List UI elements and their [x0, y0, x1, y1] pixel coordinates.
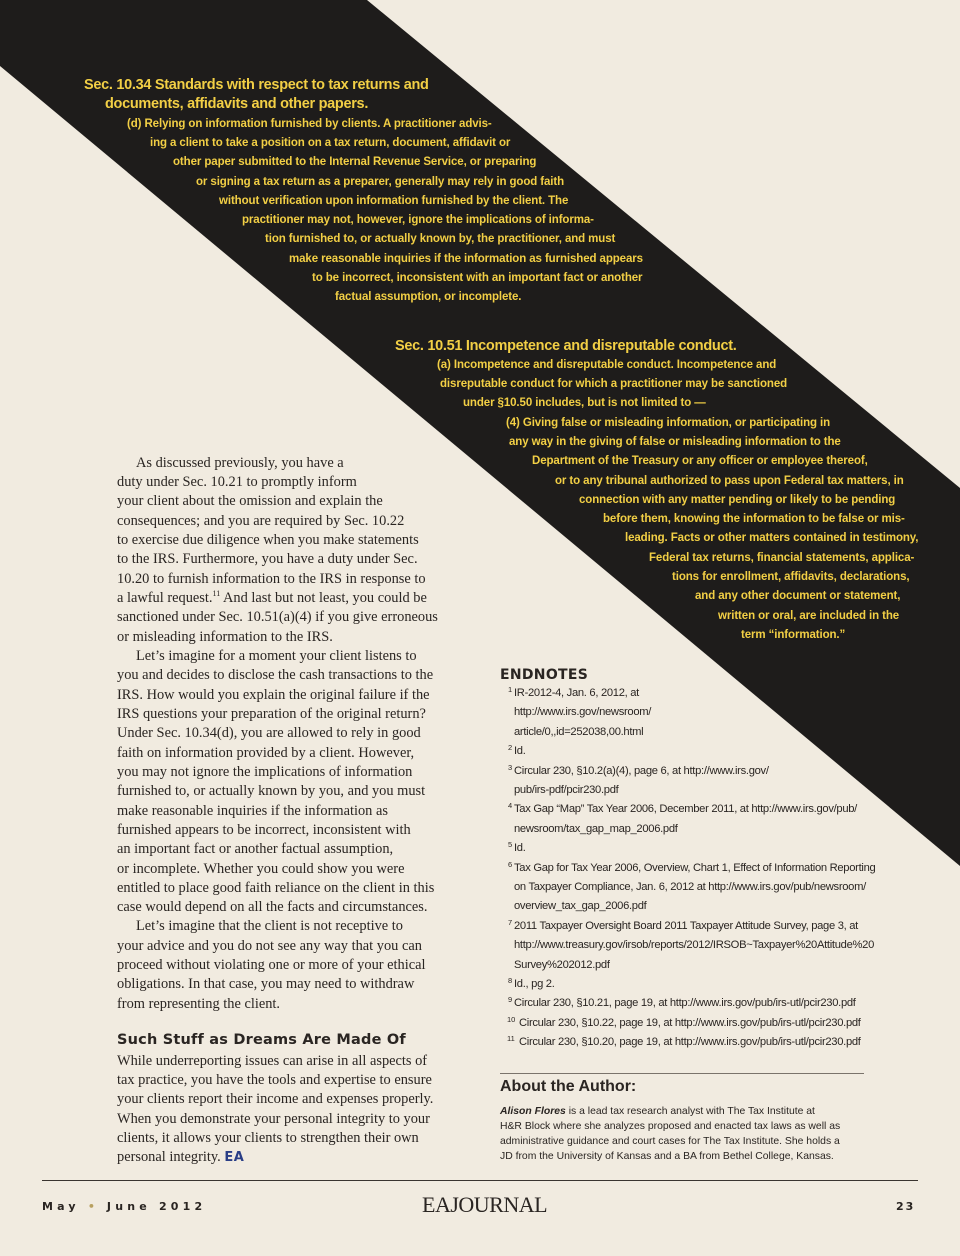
body-text-line: or incomplete. Whether you could show you were: [117, 861, 405, 877]
ea-end-mark: EA: [224, 1150, 245, 1165]
endnote-number: 1: [508, 685, 513, 694]
endnote-text-line: on Taxpayer Compliance, Jan. 6, 2012 at http://www.irs.gov/pub/newsroom/: [514, 881, 866, 893]
endnote-number: 2: [508, 743, 513, 753]
body-text-line: Let’s imagine for a moment your client listens to: [136, 648, 417, 664]
sec-10-51-line: leading. Facts or other matters contained in testimony,: [625, 532, 919, 544]
author-name: Alison Flores: [500, 1106, 566, 1117]
sec-10-51-line: any way in the giving of false or misleading information to the: [509, 436, 841, 448]
page-number: 23: [896, 1200, 916, 1213]
body-text-line: or misleading information to the IRS.: [117, 629, 333, 645]
body-text-line: consequences; and you are required by Sec. 10.22: [117, 513, 405, 529]
sec-10-51-line: under §10.50 includes, but is not limited to —: [463, 397, 706, 409]
endnote-text-line: Circular 230, §10.20, page 19, at http://www.irs.gov/pub/irs-utl/pcir230.pdf: [519, 1036, 861, 1049]
body-text-line: As discussed previously, you have a: [136, 455, 344, 471]
sec-10-34-line: factual assumption, or incomplete.: [335, 291, 522, 303]
body-text-fragment: a lawful request.: [117, 590, 213, 606]
endnote-text-line: Circular 230, §10.21, page 19, at http://www.irs.gov/pub/irs-utl/pcir230.pdf: [514, 997, 856, 1010]
sec-10-34-line: without verification upon information furnished by the client. The: [219, 195, 569, 207]
issue-date: [42, 1200, 206, 1213]
author-bio-fragment: is a lead tax research analyst with The Tax Institute at: [565, 1106, 815, 1117]
endnote-text-line: http://www.irs.gov/newsroom/: [514, 706, 652, 719]
endnote-text-line: Survey%202012.pdf: [514, 958, 610, 971]
endnote-text-line: 2011 Taxpayer Oversight Board 2011 Taxpayer Attitude Survey, page 3, at: [514, 919, 858, 932]
sec-10-51-line: before them, knowing the information to be false or mis-: [603, 513, 905, 525]
endnote-text-line: Id., pg 2.: [514, 978, 555, 990]
sec-10-34-title: Sec. 10.34 Standards with respect to tax returns and: [84, 77, 429, 93]
sec-10-51-line: Department of the Treasury or any officer or employee thereof,: [532, 455, 868, 467]
sec-10-34-line: practitioner may not, however, ignore the implications of informa-: [242, 214, 594, 226]
sec-10-34-line: make reasonable inquiries if the information as furnished appears: [289, 253, 643, 265]
body-text-line: Under Sec. 10.34(d), you are allowed to rely in good: [117, 725, 421, 741]
sec-10-51-line: (4) Giving false or misleading information, or participating in: [506, 417, 831, 429]
endnote-text-line: pub/irs-pdf/pcir230.pdf: [514, 784, 619, 796]
body-text-line: make reasonable inquiries if the information as: [117, 803, 388, 819]
body-text-line: sanctioned under Sec. 10.51(a)(4) if you give erroneous: [117, 609, 438, 625]
body-text-line: you may not ignore the implications of information: [117, 764, 413, 780]
date-separator: •: [87, 1200, 99, 1213]
endnote-text-line: overview_tax_gap_2006.pdf: [514, 900, 647, 913]
body-text-line: your clients report their income and expenses properly.: [117, 1091, 434, 1107]
sec-10-51-line: tions for enrollment, affidavits, declarations,: [672, 571, 910, 583]
endnote-number: 6: [508, 859, 513, 869]
endnote-text-line: Circular 230, §10.2(a)(4), page 6, at http://www.irs.gov/: [514, 764, 769, 777]
endnote-number: 4: [508, 801, 513, 811]
body-text-line: obligations. In that case, you may need to withdraw: [117, 976, 415, 992]
body-text-line: While underreporting issues can arise in all aspects of: [117, 1053, 428, 1069]
body-text-line: proceed without violating one or more of your ethical: [117, 957, 426, 973]
sec-10-34-title-cont: documents, affidavits and other papers.: [105, 96, 369, 112]
body-text-line: duty under Sec. 10.21 to promptly inform: [117, 474, 357, 490]
body-text-line: IRS. How would you explain the original failure if the: [117, 687, 430, 703]
sec-10-51-line: (a) Incompetence and disreputable conduct. Incompetence and: [437, 359, 777, 371]
sec-10-34-line: or signing a tax return as a preparer, generally may rely in good faith: [196, 176, 565, 188]
endnote-text-line: Tax Gap for Tax Year 2006, Overview, Chart 1, Effect of Information Reporting: [514, 861, 876, 874]
body-text-line: When you demonstrate your personal integrity to your: [117, 1111, 430, 1127]
sec-10-51-title: Sec. 10.51 Incompetence and disreputable conduct.: [395, 338, 737, 354]
body-text-line: from representing the client.: [117, 996, 281, 1012]
author-bio-line: JD from the University of Kansas and a BA from Bethel College, Kansas.: [500, 1151, 834, 1162]
author-divider: [500, 1073, 864, 1074]
endnote-text-line: newsroom/tax_gap_map_2006.pdf: [514, 822, 678, 835]
endnotes-title: ENDNOTES: [500, 667, 589, 683]
body-text-line: you and decides to disclose the cash transactions to the: [117, 667, 434, 683]
section-heading: Such Stuff as Dreams Are Made Of: [117, 1032, 406, 1048]
body-text-line: clients, it allows your clients to strengthen their own: [117, 1130, 419, 1146]
endnote-number: 8: [508, 976, 513, 985]
body-text-line: to exercise due diligence when you make statements: [117, 532, 419, 548]
endnote-text-line: Tax Gap “Map” Tax Year 2006, December 2011, at http://www.irs.gov/pub/: [514, 803, 857, 816]
author-bio-line: H&R Block where she analyzes proposed and enacted tax laws as well as: [500, 1121, 841, 1132]
sec-10-34-line: tion furnished to, or actually known by, the practitioner, and must: [265, 233, 616, 245]
sec-10-51-line: Federal tax returns, financial statements, applica-: [649, 552, 915, 564]
ea-journal-logo: EAJOURNAL: [422, 1192, 548, 1217]
body-text-line: 10.20 to furnish information to the IRS in response to: [117, 571, 426, 587]
sec-10-34-line: other paper submitted to the Internal Revenue Service, or preparing: [173, 156, 537, 168]
sec-10-51-line: written or oral, are included in the: [718, 610, 900, 622]
sec-10-34-line: ing a client to take a position on a tax return, document, affidavit or: [150, 137, 511, 149]
footer-divider: [42, 1180, 918, 1181]
body-text-line: tax practice, you have the tools and expertise to ensure: [117, 1072, 432, 1088]
body-text-line: furnished appears to be incorrect, inconsistent with: [117, 822, 411, 838]
issue-month-1: May: [42, 1200, 80, 1213]
body-text-line: to the IRS. Furthermore, you have a duty under Sec.: [117, 551, 418, 567]
endnote-number: 7: [508, 917, 513, 927]
endnote-number: 9: [508, 995, 513, 1005]
author-bio-line: administrative guidance and court cases for The Tax Institute. She holds a: [500, 1136, 840, 1147]
sec-10-34-line: (d) Relying on information furnished by clients. A practitioner advis-: [127, 118, 492, 130]
endnote-ref: 11: [212, 589, 221, 599]
endnote-text-line: IR-2012-4, Jan. 6, 2012, at: [514, 687, 639, 699]
body-text-line: an important fact or another factual assumption,: [117, 841, 394, 857]
body-text-line: furnished to, or actually known by you, and you must: [117, 783, 426, 799]
body-text-line: your client about the omission and explain the: [117, 493, 383, 509]
sec-10-51-line: or to any tribunal authorized to pass upon Federal tax matters, in: [555, 475, 904, 487]
issue-month-2: June 2012: [106, 1200, 207, 1213]
body-text-line: Let’s imagine that the client is not receptive to: [136, 918, 403, 934]
sec-10-34-line: to be incorrect, inconsistent with an important fact or another: [312, 272, 643, 284]
endnote-number: 11: [507, 1034, 515, 1044]
author-title: About the Author:: [500, 1078, 637, 1095]
endnote-number: 10: [507, 1014, 516, 1024]
endnote-text-line: article/0,,id=252038,00.html: [514, 725, 644, 738]
body-text-fragment: personal integrity.: [117, 1149, 221, 1165]
body-text-line: [117, 591, 427, 605]
body-text-line: entitled to place good faith reliance on the client in this: [117, 880, 435, 896]
endnote-text-line: http://www.treasury.gov/irsob/reports/2012/IRSOB~Taxpayer%20Attitude%20: [514, 939, 874, 952]
endnote-number: 5: [508, 840, 513, 850]
body-text-line: your advice and you do not see any way that you can: [117, 938, 422, 954]
body-text-line: case would depend on all the facts and circumstances.: [117, 899, 428, 915]
endnote-text-line: Id.: [514, 842, 526, 855]
author-bio-line: [500, 1107, 815, 1117]
body-text-fragment: And last but not least, you could be: [220, 590, 427, 606]
body-text-line: IRS questions your preparation of the original return?: [117, 706, 426, 722]
sec-10-51-line: and any other document or statement,: [695, 590, 901, 602]
sec-10-51-line: disreputable conduct for which a practitioner may be sanctioned: [440, 378, 788, 390]
endnote-text-line: Id.: [514, 745, 526, 758]
body-text-line: faith on information provided by a client. However,: [117, 745, 415, 761]
sec-10-51-line: term “information.”: [741, 629, 846, 641]
endnote-text-line: Circular 230, §10.22, page 19, at http://www.irs.gov/pub/irs-utl/pcir230.pdf: [519, 1016, 861, 1029]
body-text-line: [117, 1150, 244, 1164]
sec-10-51-line: connection with any matter pending or likely to be pending: [579, 494, 896, 506]
endnote-number: 3: [508, 762, 513, 772]
